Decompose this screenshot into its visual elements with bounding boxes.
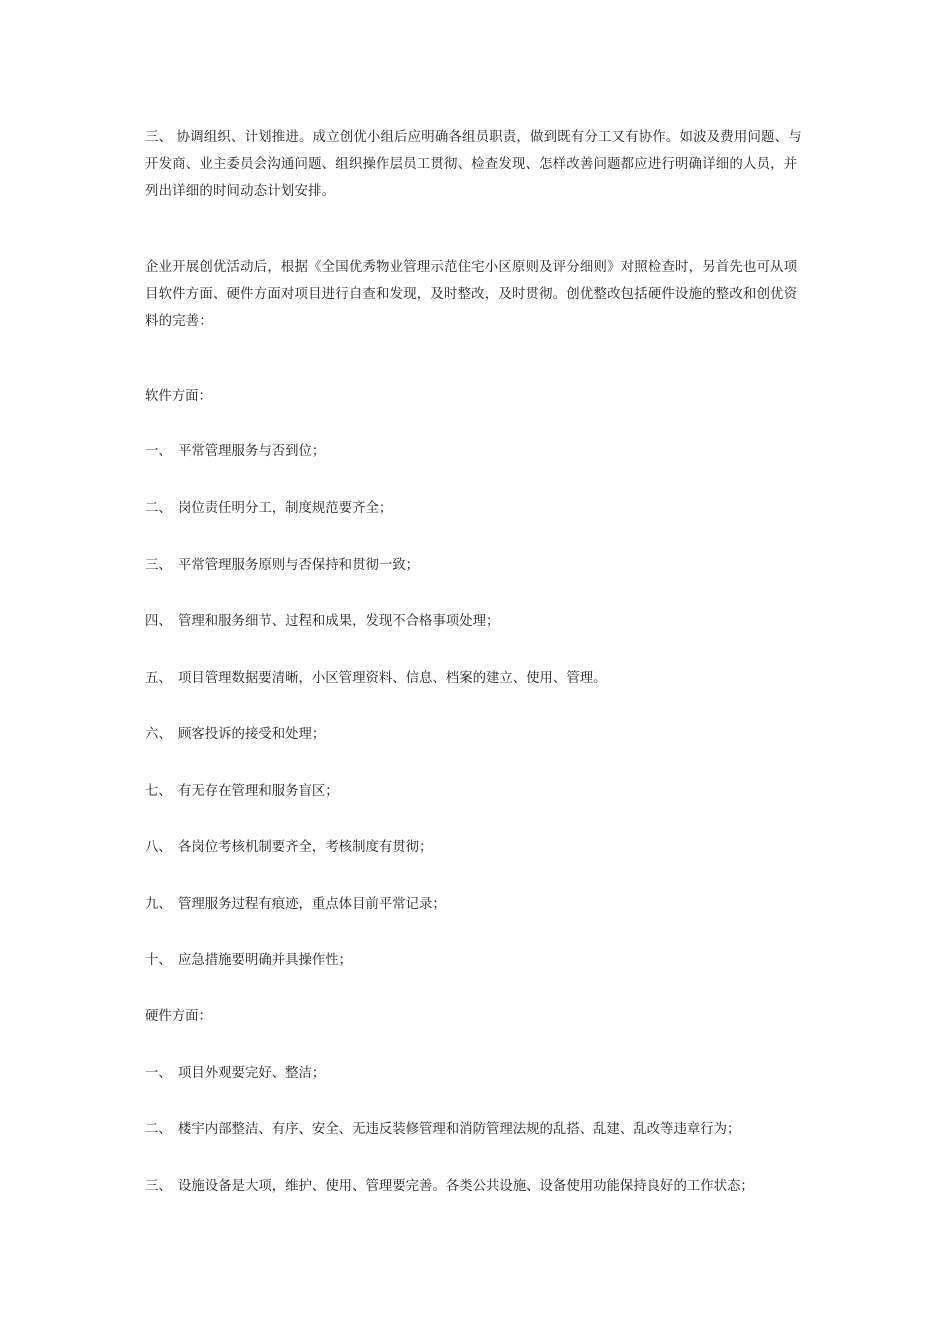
list-item-number: 三、 — [145, 1179, 172, 1194]
list-item — [145, 499, 392, 519]
list-item-text: 平常管理服务原则与否保持和贯彻一致； — [178, 558, 420, 573]
list-item — [145, 725, 325, 745]
list-item-number: 三、 — [145, 558, 172, 573]
list-item — [145, 669, 607, 689]
list-item-text: 各岗位考核机制要齐全，考核制度有贯彻； — [178, 840, 433, 855]
list-item-text: 应急措施要明确并具操作性； — [178, 953, 353, 968]
list-item-text: 岗位责任明分工，制度规范要齐全； — [178, 501, 393, 516]
list-item-text: 管理和服务细节、过程和成果，发现不合格事项处理； — [178, 614, 500, 629]
list-item — [145, 782, 339, 802]
list-item-number: 一、 — [145, 1066, 172, 1081]
paragraph-coordination: 三、 协调组织、计划推进。成立创优小组后应明确各组员职责，做到既有分工又有协作。如波及费用问题、与开发商、业主委员会沟通问题、组织操作层员工贯彻、检查发现、怎样改善问题都应进行明确详细的人员，并列出详细的时间动态计划安排。 — [145, 130, 802, 199]
list-item-number: 四、 — [145, 614, 172, 629]
list-item — [145, 895, 446, 915]
list-item-number: 九、 — [145, 897, 172, 912]
list-item-text: 顾客投诉的接受和处理； — [178, 727, 326, 742]
list-item-number: 二、 — [145, 501, 172, 516]
list-item-text: 管理服务过程有痕迹，重点体目前平常记录； — [178, 897, 446, 912]
list-item — [145, 1120, 740, 1140]
list-item-number: 二、 — [145, 1122, 172, 1137]
list-item-number: 八、 — [145, 840, 172, 855]
list-item-number: 五、 — [145, 671, 172, 686]
list-item — [145, 951, 352, 971]
list-item-number: 七、 — [145, 784, 172, 799]
hardware-heading: 硬件方面： — [145, 1009, 212, 1024]
list-item-text: 楼宇内部整洁、有序、安全、无违反装修管理和消防管理法规的乱搭、乱建、乱改等违章行为； — [178, 1122, 741, 1137]
paragraph-activity: 企业开展创优活动后，根据《全国优秀物业管理示范住宅小区原则及评分细则》对照检查时，另首先也可从项目软件方面、硬件方面对项目进行自查和发现，及时整改，及时贯彻。创优整改包括硬件设施的整改和创优资料的完善： — [145, 260, 798, 329]
list-item-number: 十、 — [145, 953, 172, 968]
list-item-number: 六、 — [145, 727, 172, 742]
list-item-text: 有无存在管理和服务盲区； — [178, 784, 339, 799]
list-item-text: 平常管理服务与否到位； — [178, 444, 326, 459]
list-item — [145, 1177, 754, 1197]
list-item — [145, 1064, 325, 1084]
list-item — [145, 442, 325, 462]
list-item — [145, 556, 419, 576]
list-item-text: 项目管理数据要清晰，小区管理资料、信息、档案的建立、使用、管理。 — [178, 671, 607, 686]
list-item — [145, 612, 499, 632]
list-item — [145, 838, 432, 858]
software-heading: 软件方面： — [145, 389, 212, 404]
list-item-text: 项目外观要完好、整洁； — [178, 1066, 326, 1081]
list-item-text: 设施设备是大项，维护、使用、管理要完善。各类公共设施、设备使用功能保持良好的工作状态； — [178, 1179, 754, 1194]
list-item-number: 一、 — [145, 444, 172, 459]
